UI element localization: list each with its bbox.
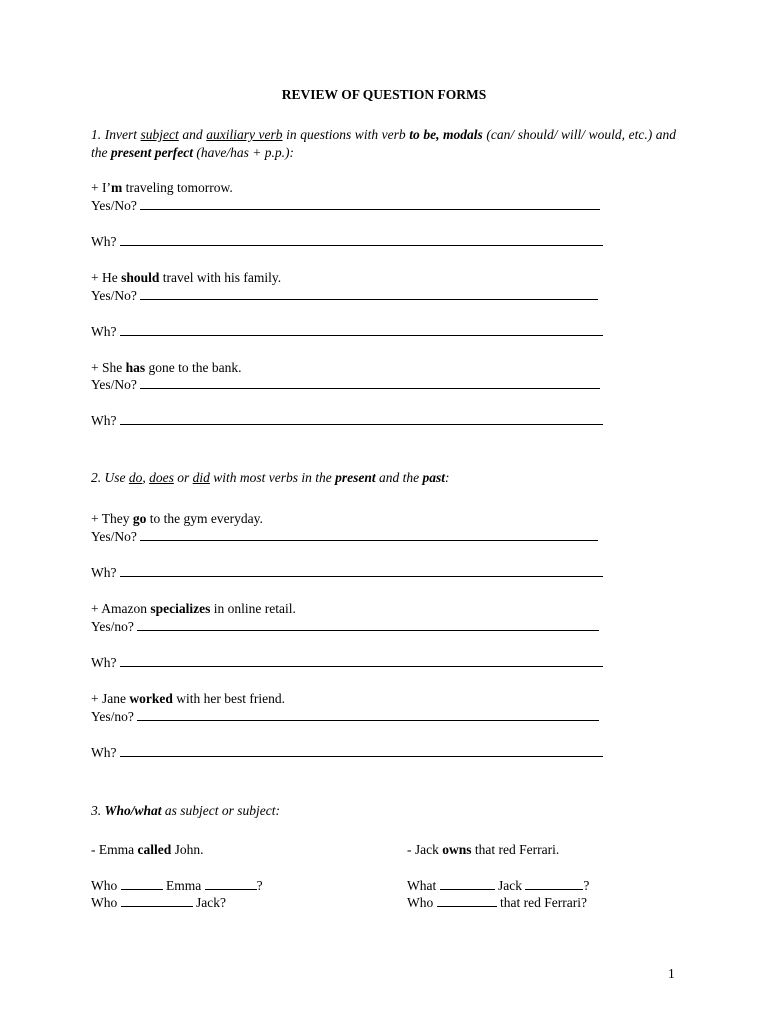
- yes-no-answer-line[interactable]: Yes/no?: [91, 618, 599, 635]
- prompt-sentence: + I’m traveling tomorrow.: [91, 180, 233, 195]
- prompt-sentence: + They go to the gym everyday.: [91, 511, 263, 526]
- wh-answer-line[interactable]: Wh?: [91, 654, 603, 671]
- yes-no-answer-line[interactable]: Yes/no?: [91, 708, 599, 725]
- yes-no-answer-line[interactable]: Yes/No?: [91, 287, 598, 304]
- section-1-heading: 1. Invert subject and auxiliary verb in questions with verb to be, modals (can/ should/ will/ would, etc.) and the present perfect (have/has + p.p.):: [91, 127, 677, 160]
- prompt-sentence: + He should travel with his family.: [91, 270, 282, 285]
- right-question-2[interactable]: Who that red Ferrari?: [407, 895, 587, 910]
- yes-no-answer-line[interactable]: Yes/No?: [91, 376, 600, 393]
- page-title: REVIEW OF QUESTION FORMS: [281, 87, 487, 102]
- prompt-sentence: + She has gone to the bank.: [91, 360, 242, 375]
- wh-answer-line[interactable]: Wh?: [91, 323, 603, 340]
- left-question-2[interactable]: Who Jack?: [91, 895, 226, 910]
- wh-answer-line[interactable]: Wh?: [91, 412, 603, 429]
- left-question-1[interactable]: Who Emma ?: [91, 878, 263, 893]
- prompt-sentence: + Amazon specializes in online retail.: [91, 601, 296, 616]
- left-prompt-sentence: - Emma called John.: [91, 842, 204, 857]
- wh-answer-line[interactable]: Wh?: [91, 564, 603, 581]
- section-3-heading: 3. Who/what as subject or subject:: [91, 803, 281, 818]
- wh-answer-line[interactable]: Wh?: [91, 744, 603, 761]
- section-2-heading: 2. Use do, does or did with most verbs in the present and the past:: [91, 470, 450, 485]
- yes-no-answer-line[interactable]: Yes/No?: [91, 528, 598, 545]
- prompt-sentence: + Jane worked with her best friend.: [91, 691, 285, 706]
- wh-answer-line[interactable]: Wh?: [91, 233, 603, 250]
- right-question-1[interactable]: What Jack ?: [407, 878, 590, 893]
- yes-no-answer-line[interactable]: Yes/No?: [91, 197, 600, 214]
- page-number: 1: [668, 966, 675, 981]
- right-prompt-sentence: - Jack owns that red Ferrari.: [407, 842, 560, 857]
